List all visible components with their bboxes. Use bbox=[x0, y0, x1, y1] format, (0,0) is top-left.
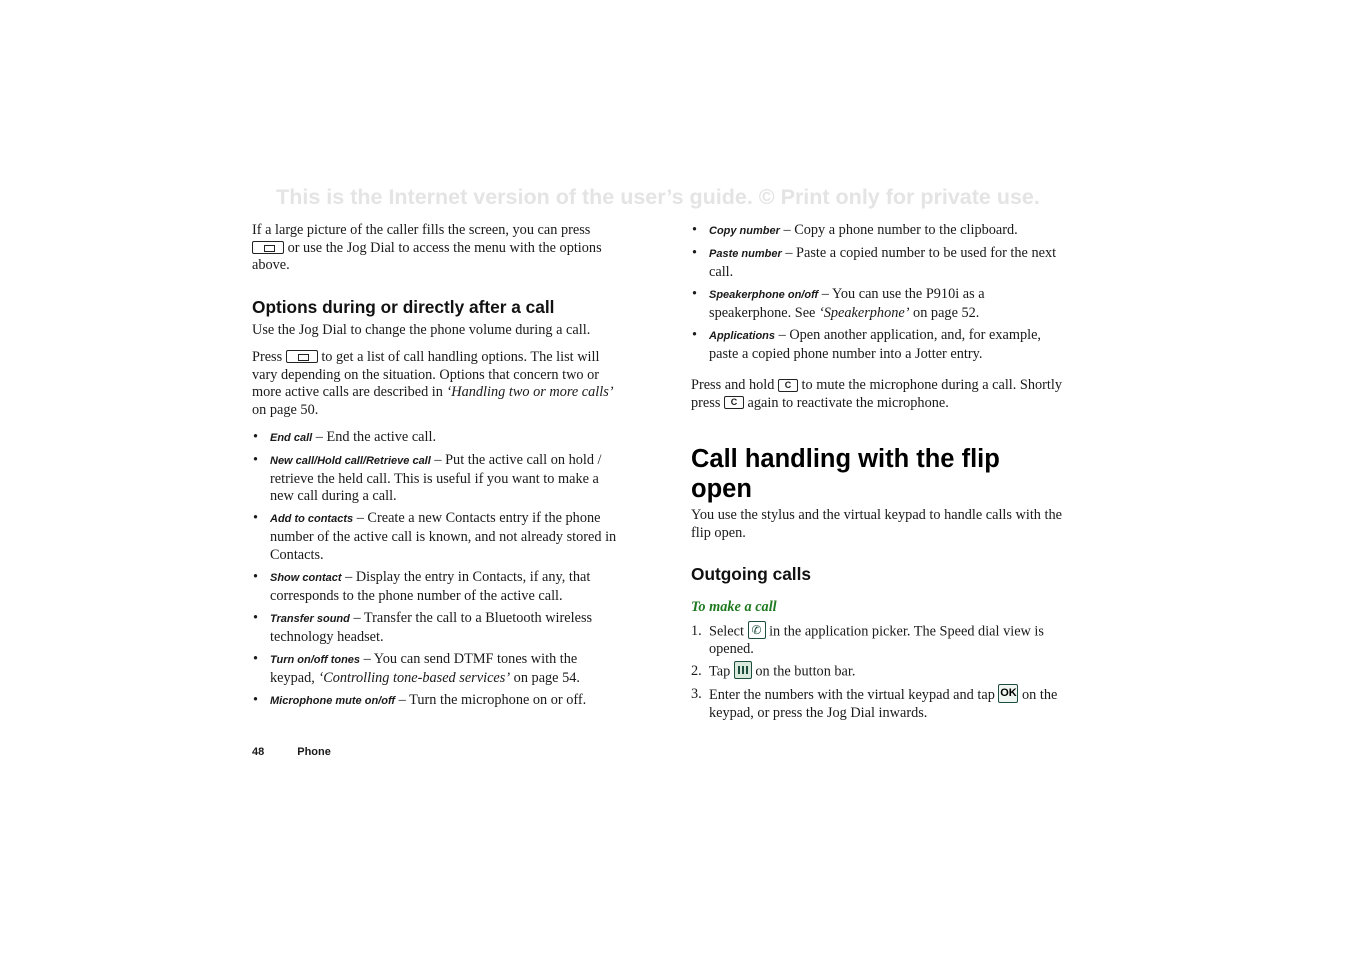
menu-key-icon bbox=[252, 241, 284, 254]
list-item: 1. Select ✆ in the application picker. The Speed dial view is opened. bbox=[691, 622, 1044, 657]
list-item: • Copy number – Copy a phone number to the clipboard. bbox=[691, 222, 1063, 241]
list-item: • New call/Hold call/Retrieve call – Put the active call on hold / retrieve the held call. This is useful if you want to make a new call during a call. bbox=[252, 452, 624, 506]
outgoing-calls-heading: Outgoing calls bbox=[691, 564, 812, 585]
list-item: • Transfer sound – Transfer the call to a Bluetooth wireless technology headset. bbox=[252, 610, 624, 646]
mute-paragraph: Press and hold C to mute the microphone during a call. Shortly press C again to reactivate the microphone. bbox=[691, 377, 1063, 412]
page-title: Call handling with the flip open bbox=[691, 444, 1000, 503]
left-column bbox=[252, 222, 624, 715]
list-item: • Add to contacts – Create a new Contacts entry if the phone number of the active call is known, and not already stored in Contacts. bbox=[252, 510, 624, 564]
page-footer bbox=[252, 746, 331, 758]
list-item: 3. Enter the numbers with the virtual keypad and tap OK on the keypad, or press the Jog Dial inwards. bbox=[691, 685, 1058, 721]
list-item: • Microphone mute on/off – Turn the microphone on or off. bbox=[252, 692, 624, 711]
flip-open-paragraph: You use the stylus and the virtual keypad to handle calls with the flip open. bbox=[691, 506, 1062, 541]
procedure-title: To make a call bbox=[691, 599, 777, 616]
list-item: • Paste number – Paste a copied number to be used for the next call. bbox=[691, 245, 1063, 281]
more-options-list bbox=[691, 222, 1063, 363]
c-key-icon: C bbox=[778, 379, 798, 392]
section-name: Phone bbox=[297, 746, 331, 758]
options-paragraph: Press to get a list of call handling options. The list will vary depending on the situation. Options that concern two or more active calls are described in ‘Handling two or more calls’ on page 50. bbox=[252, 348, 614, 418]
c-key-icon: C bbox=[724, 396, 744, 409]
phone-icon: ✆ bbox=[748, 621, 766, 639]
right-column bbox=[691, 222, 1063, 727]
list-item: • Show contact – Display the entry in Contacts, if any, that corresponds to the phone number of the active call. bbox=[252, 569, 624, 605]
watermark: This is the Internet version of the user’s guide. © Print only for private use. bbox=[276, 185, 1040, 209]
steps-list bbox=[691, 623, 1063, 722]
list-item: 2. Tap on the button bar. bbox=[691, 663, 856, 680]
volume-paragraph: Use the Jog Dial to change the phone volume during a call. bbox=[252, 322, 591, 339]
intro-paragraph: If a large picture of the caller fills the screen, you can press or use the Jog Dial to access the menu with the options above. bbox=[252, 222, 602, 274]
list-item: • Turn on/off tones – You can send DTMF tones with the keypad, ‘Controlling tone-based services’ on page 54. bbox=[252, 651, 624, 687]
list-item: • Applications – Open another application, and, for example, paste a copied phone number into a Jotter entry. bbox=[691, 327, 1063, 363]
ok-icon: OK bbox=[998, 684, 1018, 703]
list-item: • Speakerphone on/off – You can use the P910i as a speakerphone. See ‘Speakerphone’ on page 52. bbox=[691, 286, 1063, 322]
call-options-list bbox=[252, 429, 624, 711]
menu-key-icon bbox=[286, 350, 318, 363]
options-heading: Options during or directly after a call bbox=[252, 297, 555, 318]
page-number: 48 bbox=[252, 746, 265, 758]
list-item: • End call – End the active call. bbox=[252, 429, 624, 448]
keypad-icon bbox=[734, 661, 752, 679]
